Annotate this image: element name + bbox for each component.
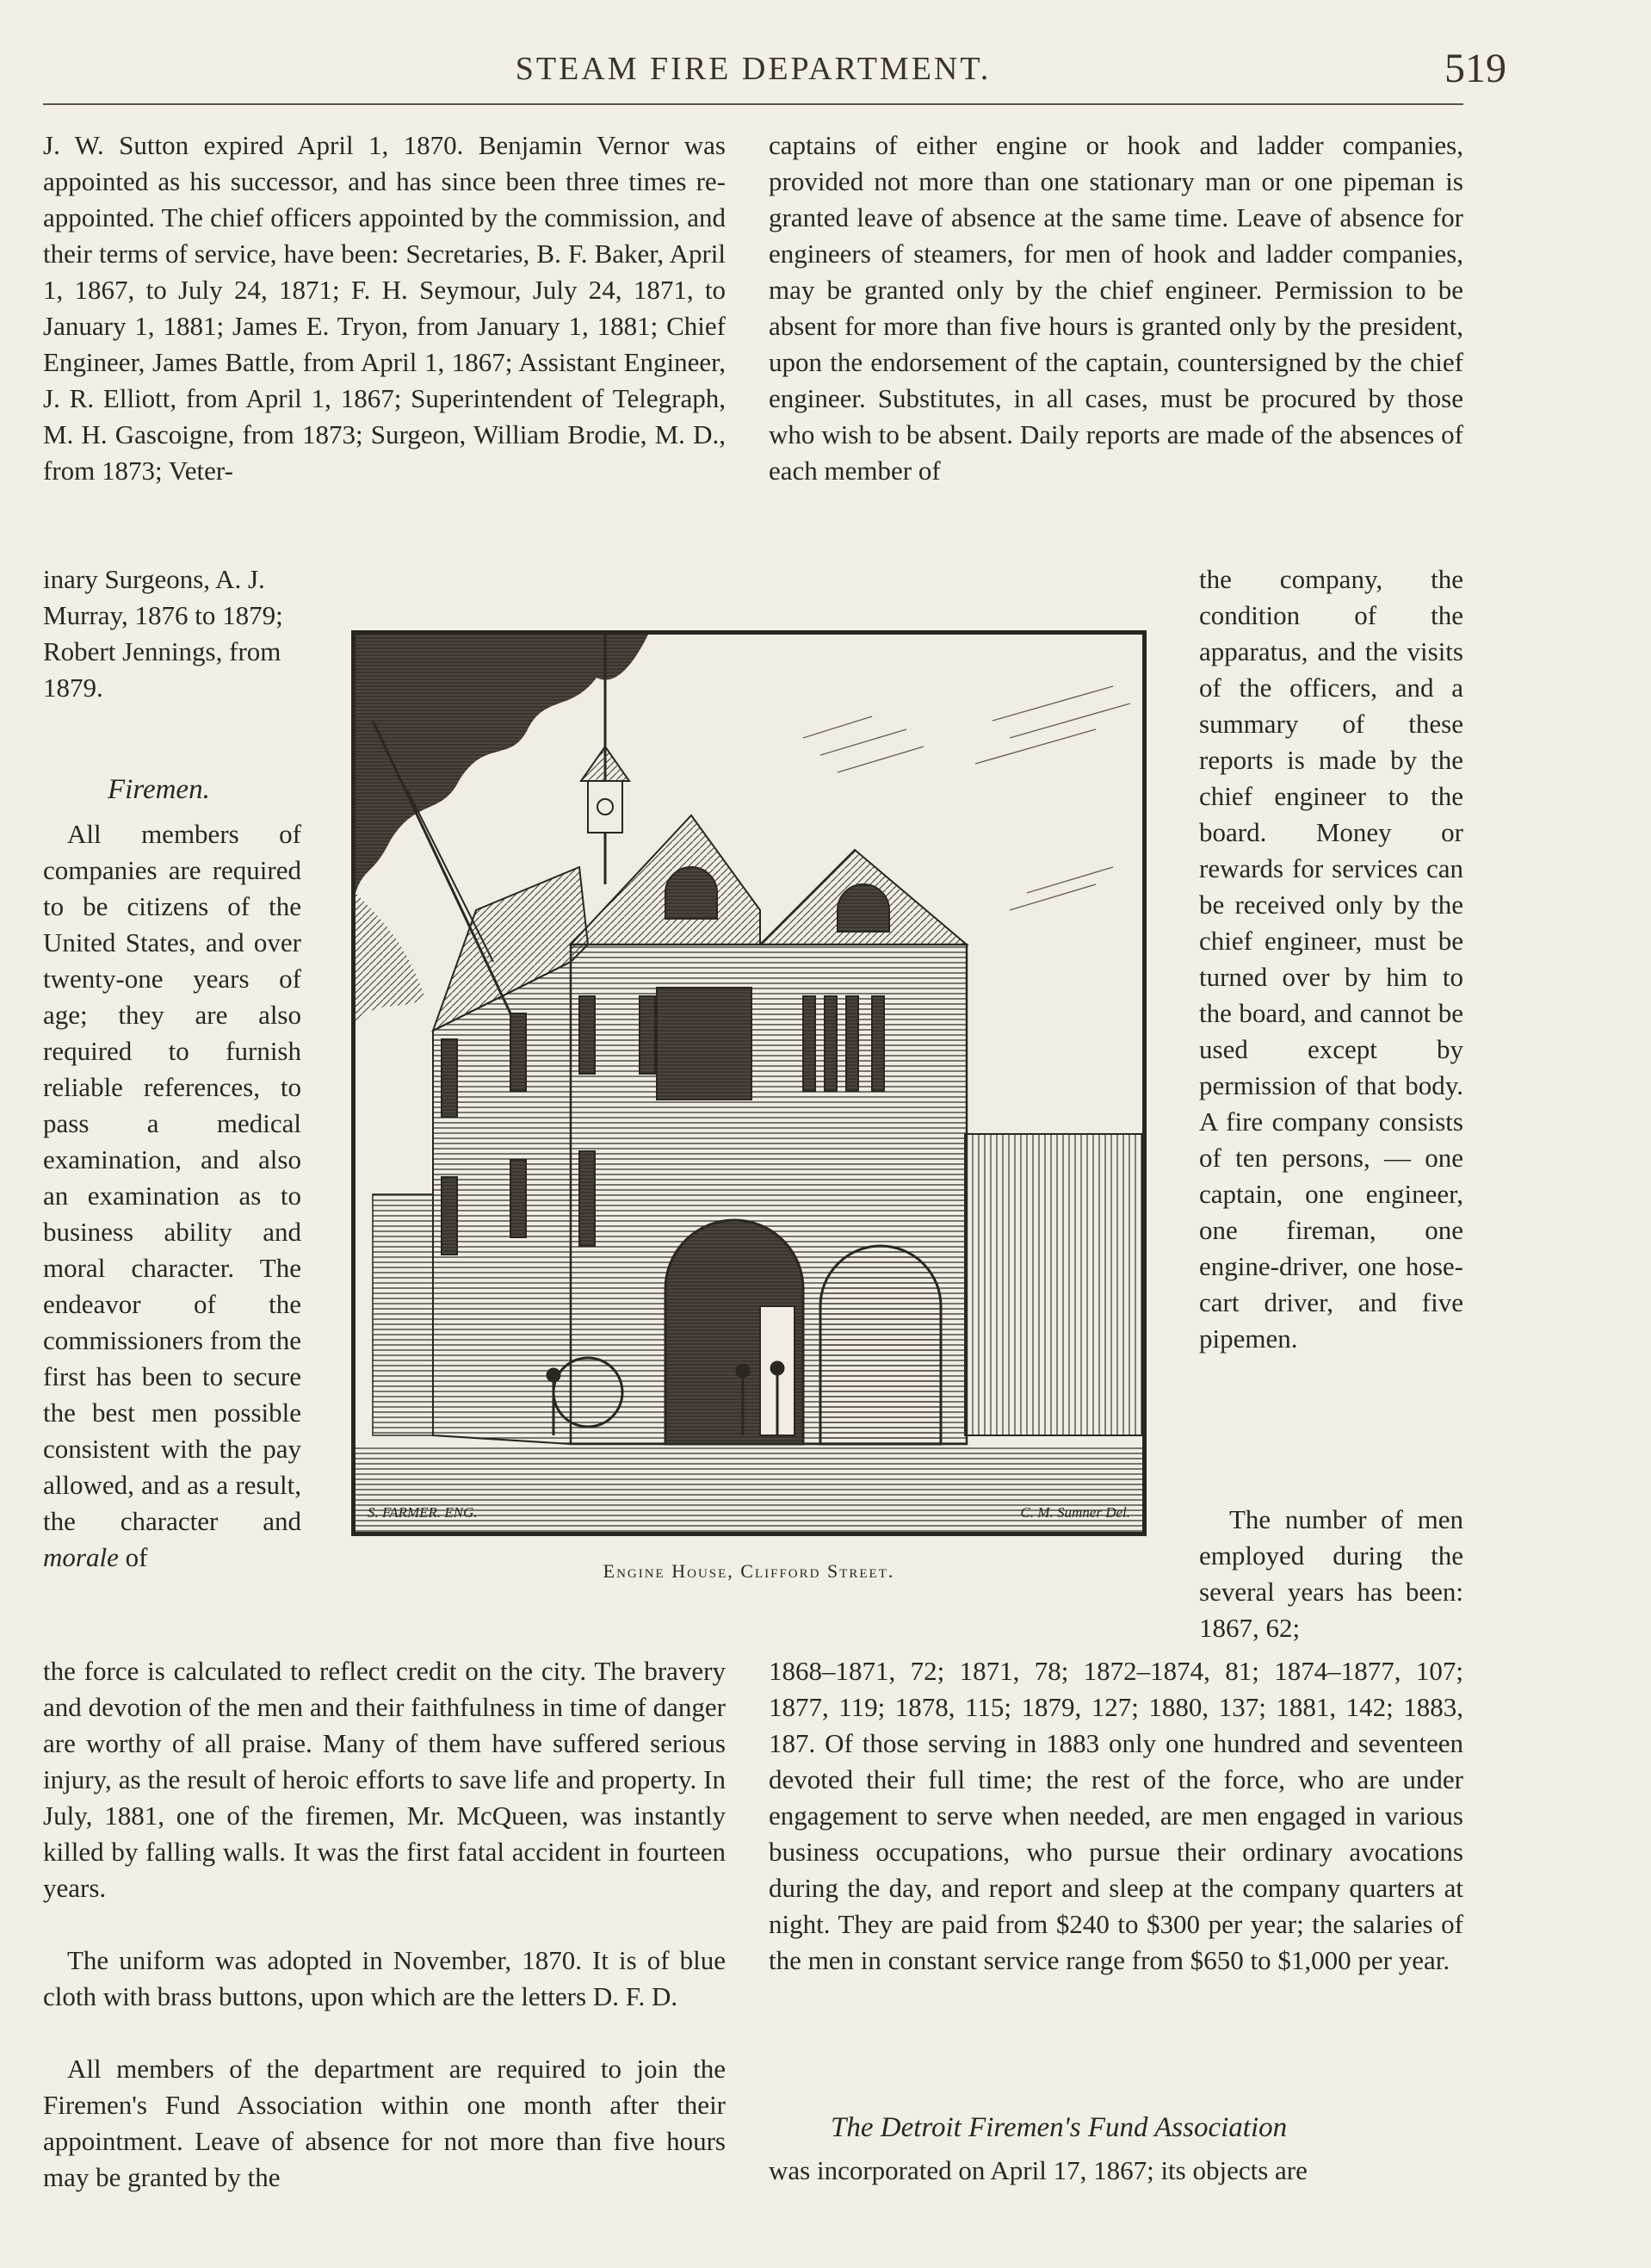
figure-caption: Engine House, Clifford Street. (603, 1560, 895, 1582)
header-rule (43, 103, 1463, 105)
page-number: 519 (1444, 46, 1506, 91)
page-header (43, 45, 1506, 105)
of-word: of (125, 1542, 148, 1572)
left-top-paragraph: J. W. Sutton expired April 1, 1870. Benjamin Vernor was appointed as his successor, and has since been three times re-appointed. The chief officers appointed by the commission, and their terms of service, have been: Secretaries, B. F. Baker, April 1, 1867, to July 24, 1871; F. H. Seymour, July 24, 1871, to January 1, 1881; James E. Tryon, from January 1, 1881; Chief Engineer, James Battle, from April 1, 1867; Assistant Engineer, J. R. Elliott, from April 1, 1867; Superintendent of Telegraph, M. H. Gascoigne, from 1873; Surgeon, William Brodie, M. D., from 1873; Veter- (43, 130, 726, 486)
firemen-text: All members of companies are required to be citizens of the United States, and over twenty-one years of age; they are also required to furnish reliable references, to pass a medical examination, and also an examination as to business ability and moral character. The endeavor of the commissioners from the first has been to secure the best men possible consistent with the pay allowed, and as a result, the character and (43, 819, 301, 1536)
fund-paragraph: All members of the department are required to join the Firemen's Fund Association within one month after their appointment. Leave of absence for not more than five hours may be granted by the (43, 2054, 726, 2192)
left-gable (571, 815, 760, 945)
firemen-paragraph (43, 816, 301, 1576)
gable-window-right (838, 884, 889, 932)
firemen-heading: Firemen. (108, 774, 210, 805)
right-narrow-paragraph: the company, the condition of the apparatus, and the visits of the officers, and a summary of these reports is made by the chief engineer to the board. Money or rewards for services can be received only by the chief engineer, must be turned over by him to the board, and cannot be used except by permission of that body. A fire company consists of ten persons, — one captain, one engineer, one fireman, one engine-driver, one hose-cart driver, and five pipemen. (1199, 564, 1463, 1354)
left-narrow-paragraph: inary Surgeons, A. J. Murray, 1876 to 1879; Robert Jennings, from 1879. (43, 564, 283, 703)
association-last-line: was incorporated on April 17, 1867; its objects are (769, 2155, 1308, 2185)
force-paragraph: the force is calculated to reflect credit on the city. The bravery and devotion of the men and their faithfulness in time of danger are worthy of all praise. Many of them have suffered serious injury, as the result of heroic efforts to save life and property. In July, 1881, one of the firemen, Mr. McQueen, was instantly killed by falling walls. It was the first fatal accident in fourteen years. (43, 1656, 726, 1903)
right-doorway (820, 1246, 941, 1444)
years-paragraph: 1868–1871, 72; 1871, 78; 1872–1874, 81; 1874–1877, 107; 1877, 119; 1878, 115; 1879, 127; 1880, 137; 1881, 142; 1883, 187. Of those serving in 1883 only one hundred and seventeen devoted their full time; the rest of the force, who are under engagement to serve when needed, are men engaged in various business occupations, who pursue their ordinary avocations during the day, and report and sleep at the company quarters at night. They are paid from $240 to $300 per year; the salaries of the men in constant service range from $650 to $1,000 per year. (769, 1656, 1463, 1975)
gable-window-left (665, 867, 717, 919)
center-window (657, 988, 751, 1100)
association-heading: The Detroit Firemen's Fund Association (831, 2112, 1288, 2143)
running-title: STEAM FIRE DEPARTMENT. (515, 51, 992, 87)
engine-house-illustration (351, 630, 1147, 1536)
annex-building (965, 1134, 1142, 1435)
artist-signature: C. M. Sumner Del. (1020, 1504, 1130, 1521)
engraver-signature: S. FARMER. ENG. (368, 1504, 478, 1521)
small-building (373, 1194, 433, 1435)
uniform-paragraph: The uniform was adopted in November, 1870. It is of blue cloth with brass buttons, upon which are the letters D. F. D. (43, 1945, 726, 2011)
cupola (588, 781, 622, 833)
engine-house-engraving (356, 635, 1142, 1532)
number-paragraph: The number of men employed during the several years has been: 1867, 62; (1199, 1504, 1463, 1643)
right-top-paragraph: captains of either engine or hook and ladder companies, provided not more than one stationary man or one pipeman is granted leave of absence at the same time. Leave of absence for engineers of steamers, for men of hook and ladder companies, may be granted only by the chief engineer. Permission to be absent for more than five hours is granted only by the president, upon the endorsement of the captain, countersigned by the chief engineer. Substitutes, in all cases, must be procured by those who wish to be absent. Daily reports are made of the absences of each member of (769, 130, 1463, 486)
morale-word: morale (43, 1542, 119, 1572)
